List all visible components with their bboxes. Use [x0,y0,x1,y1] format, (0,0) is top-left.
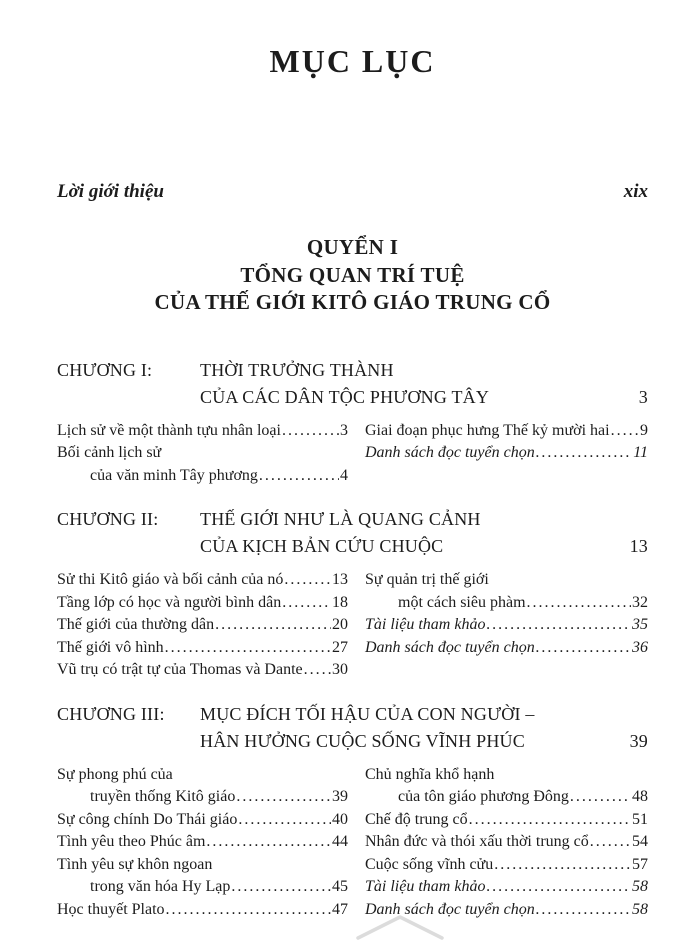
toc-entry-row [57,569,348,592]
toc-entry-row [57,899,348,922]
toc-entry-text: Danh sách đọc tuyển chọn [365,444,535,461]
chapter-columns [57,420,648,488]
toc-entry-text: Sử thi Kitô giáo và bối cảnh của nó [57,571,284,588]
dot-leader [165,637,331,660]
toc-entry-row [57,637,348,660]
toc-entry-text: Sự quản trị thế giới [365,571,489,588]
toc-column-left [57,569,348,682]
toc-entry-row [365,764,648,787]
chapter-title-line: CỦA CÁC DÂN TỘC PHƯƠNG TÂY [200,386,490,407]
toc-entry-page-number: 40 [332,810,348,828]
chapter-title-line: THỜI TRƯỞNG THÀNH [200,359,394,380]
chapter-columns [57,764,648,922]
toc-entry-page-number: 44 [332,833,348,850]
chapter-label: CHƯƠNG I: [57,359,153,380]
dot-leader [259,465,339,488]
toc-entry-page-number: 9 [640,421,648,439]
toc-entry-text: Tình yêu theo Phúc âm [57,833,206,850]
toc-entry-text: Tài liệu tham khảo [365,616,486,633]
toc-entry-text: Danh sách đọc tuyển chọn [365,638,535,656]
dot-leader [215,614,331,637]
toc-entry-row [57,764,348,787]
toc-entry-page-number: 51 [632,810,648,828]
toc-entry-row [57,854,348,877]
toc-entry-row [365,831,648,854]
dot-leader [486,876,631,899]
toc-entry-row [365,876,648,899]
toc-entry-row [365,592,648,615]
book-heading-line-3: CỦA THẾ GIỚI KITÔ GIÁO TRUNG CỔ [154,290,551,314]
toc-entry-row [57,420,348,443]
dot-leader [304,659,331,682]
toc-entry-row [365,442,648,465]
toc-entry-row [365,786,648,809]
toc-entry-row [365,854,648,877]
toc-entry-row [57,442,348,465]
toc-column-right [365,569,648,682]
chapter-label: CHƯƠNG II: [57,509,159,529]
toc-entry-text: Tầng lớp có học và người bình dân [57,593,282,611]
dot-leader [238,809,331,832]
toc-entry-row [57,831,348,854]
toc-column-right [365,420,648,488]
toc-entry-row [365,809,648,832]
dot-leader [236,786,331,809]
dot-leader [611,420,639,443]
toc-entry-text: của văn minh Tây phương [90,466,258,484]
dot-leader [206,831,331,854]
toc-entry-text: Vũ trụ có trật tự của Thomas và Dante [57,661,303,678]
toc-entry-text: Danh sách đọc tuyển chọn [365,900,535,918]
dot-leader [166,899,331,922]
dot-leader [527,592,631,615]
dot-leader [536,899,631,922]
chapter-section [57,701,648,922]
toc-entry-text: Bối cảnh lịch sử [57,444,162,461]
chapter-page-number: 13 [629,536,648,556]
toc-entry-page-number: 58 [632,878,648,895]
chapter-label: CHƯƠNG III: [57,703,165,724]
chapter-title-line: MỤC ĐÍCH TỐI HẬU CỦA CON NGƯỜI – [200,703,535,724]
chapter-header [57,701,648,755]
toc-entry-text: Học thuyết Plato [57,900,165,918]
dot-leader [570,786,631,809]
toc-entry-row [365,420,648,443]
chapter-section [57,506,648,682]
toc-entry-page-number: 11 [633,444,648,461]
toc-entry-row [365,569,648,592]
dot-leader [282,420,339,443]
dot-leader [486,614,631,637]
toc-entry-text: truyền thống Kitô giáo [90,788,236,805]
chapter-title [200,506,630,560]
toc-entry-row [365,614,648,637]
toc-entry-page-number: 47 [332,900,348,918]
toc-entry-text: Thế giới vô hình [57,638,164,656]
toc-column-right [365,764,648,922]
toc-entry-page-number: 27 [332,638,348,656]
toc-entry-page-number: 39 [332,788,348,805]
dot-leader [469,809,631,832]
chapter-title-line: CỦA KỊCH BẢN CỨU CHUỘC [200,536,444,556]
chapter-columns [57,569,648,682]
toc-entry-page-number: 4 [340,466,348,484]
book-heading-line-2: TỔNG QUAN TRÍ TUỆ [240,262,465,287]
front-matter-label: Lời giới thiệu [57,181,164,202]
dot-leader [231,876,331,899]
dot-leader [590,831,631,854]
toc-entry-page-number: 48 [632,788,648,805]
toc-entry-row [57,614,348,637]
toc-entry-text: Tình yêu sự khôn ngoan [57,855,213,873]
toc-entry-text: Lịch sử về một thành tựu nhân loại [57,421,281,439]
chapter-title-line: HÂN HƯỞNG CUỘC SỐNG VĨNH PHÚC [200,730,525,751]
chapter-title-line: THẾ GIỚI NHƯ LÀ QUANG CẢNH [200,509,481,529]
chapter-title [200,357,639,411]
toc-entry-text: trong văn hóa Hy Lạp [90,878,231,895]
toc-entry-text: của tôn giáo phương Đông [398,788,569,805]
page-title: MỤC LỤC [269,43,436,79]
dot-leader [282,592,331,615]
dot-leader [494,854,631,877]
chapter-list [57,357,648,922]
toc-entry-text: Tài liệu tham khảo [365,878,486,895]
toc-entry-row [57,876,348,899]
toc-entry-page-number: 32 [632,593,648,611]
chapter-page-number: 39 [629,730,648,751]
chapter-section [57,357,648,488]
chapter-header [57,357,648,411]
toc-entry-text: Chủ nghĩa khổ hạnh [365,765,495,783]
toc-entry-row [57,592,348,615]
toc-entry-page-number: 54 [632,833,648,850]
toc-entry-row [57,659,348,682]
toc-entry-text: một cách siêu phàm [398,593,526,611]
chapter-page-number: 3 [638,386,648,407]
toc-entry-row [57,465,348,488]
toc-entry-page-number: 57 [632,855,648,873]
toc-column-left [57,764,348,922]
dot-leader [536,442,632,465]
book-heading [57,234,648,317]
toc-entry-text: Giai đoạn phục hưng Thế kỷ mười hai [365,421,610,439]
toc-entry-page-number: 20 [332,616,348,633]
front-matter-row [57,180,648,204]
toc-entry-page-number: 30 [332,661,348,678]
toc-entry-text: Chế độ trung cổ [365,810,468,828]
toc-entry-text: Sự phong phú của [57,765,173,783]
chapter-header [57,506,648,560]
toc-entry-text: Sự công chính Do Thái giáo [57,810,238,828]
toc-entry-text: Nhân đức và thói xấu thời trung cổ [365,833,589,850]
front-matter-page-number: xix [623,181,648,202]
chevron-up-icon [352,912,448,942]
dot-leader [284,569,331,592]
chapter-title [200,701,630,755]
toc-entry-page-number: 36 [632,638,648,656]
dot-leader [536,637,631,660]
toc-column-left [57,420,348,488]
book-heading-line-1: QUYỂN I [306,235,399,259]
toc-entry-row [365,637,648,660]
toc-entry-text: Cuộc sống vĩnh cửu [365,855,494,873]
toc-entry-page-number: 13 [332,571,348,588]
toc-entry-page-number: 18 [332,593,348,611]
toc-entry-text: Thế giới của thường dân [57,616,215,633]
toc-entry-row [57,786,348,809]
toc-entry-page-number: 35 [632,616,648,633]
toc-entry-row [57,809,348,832]
toc-entry-page-number: 45 [332,878,348,895]
toc-entry-page-number: 58 [632,900,648,918]
toc-entry-page-number: 3 [340,421,348,439]
